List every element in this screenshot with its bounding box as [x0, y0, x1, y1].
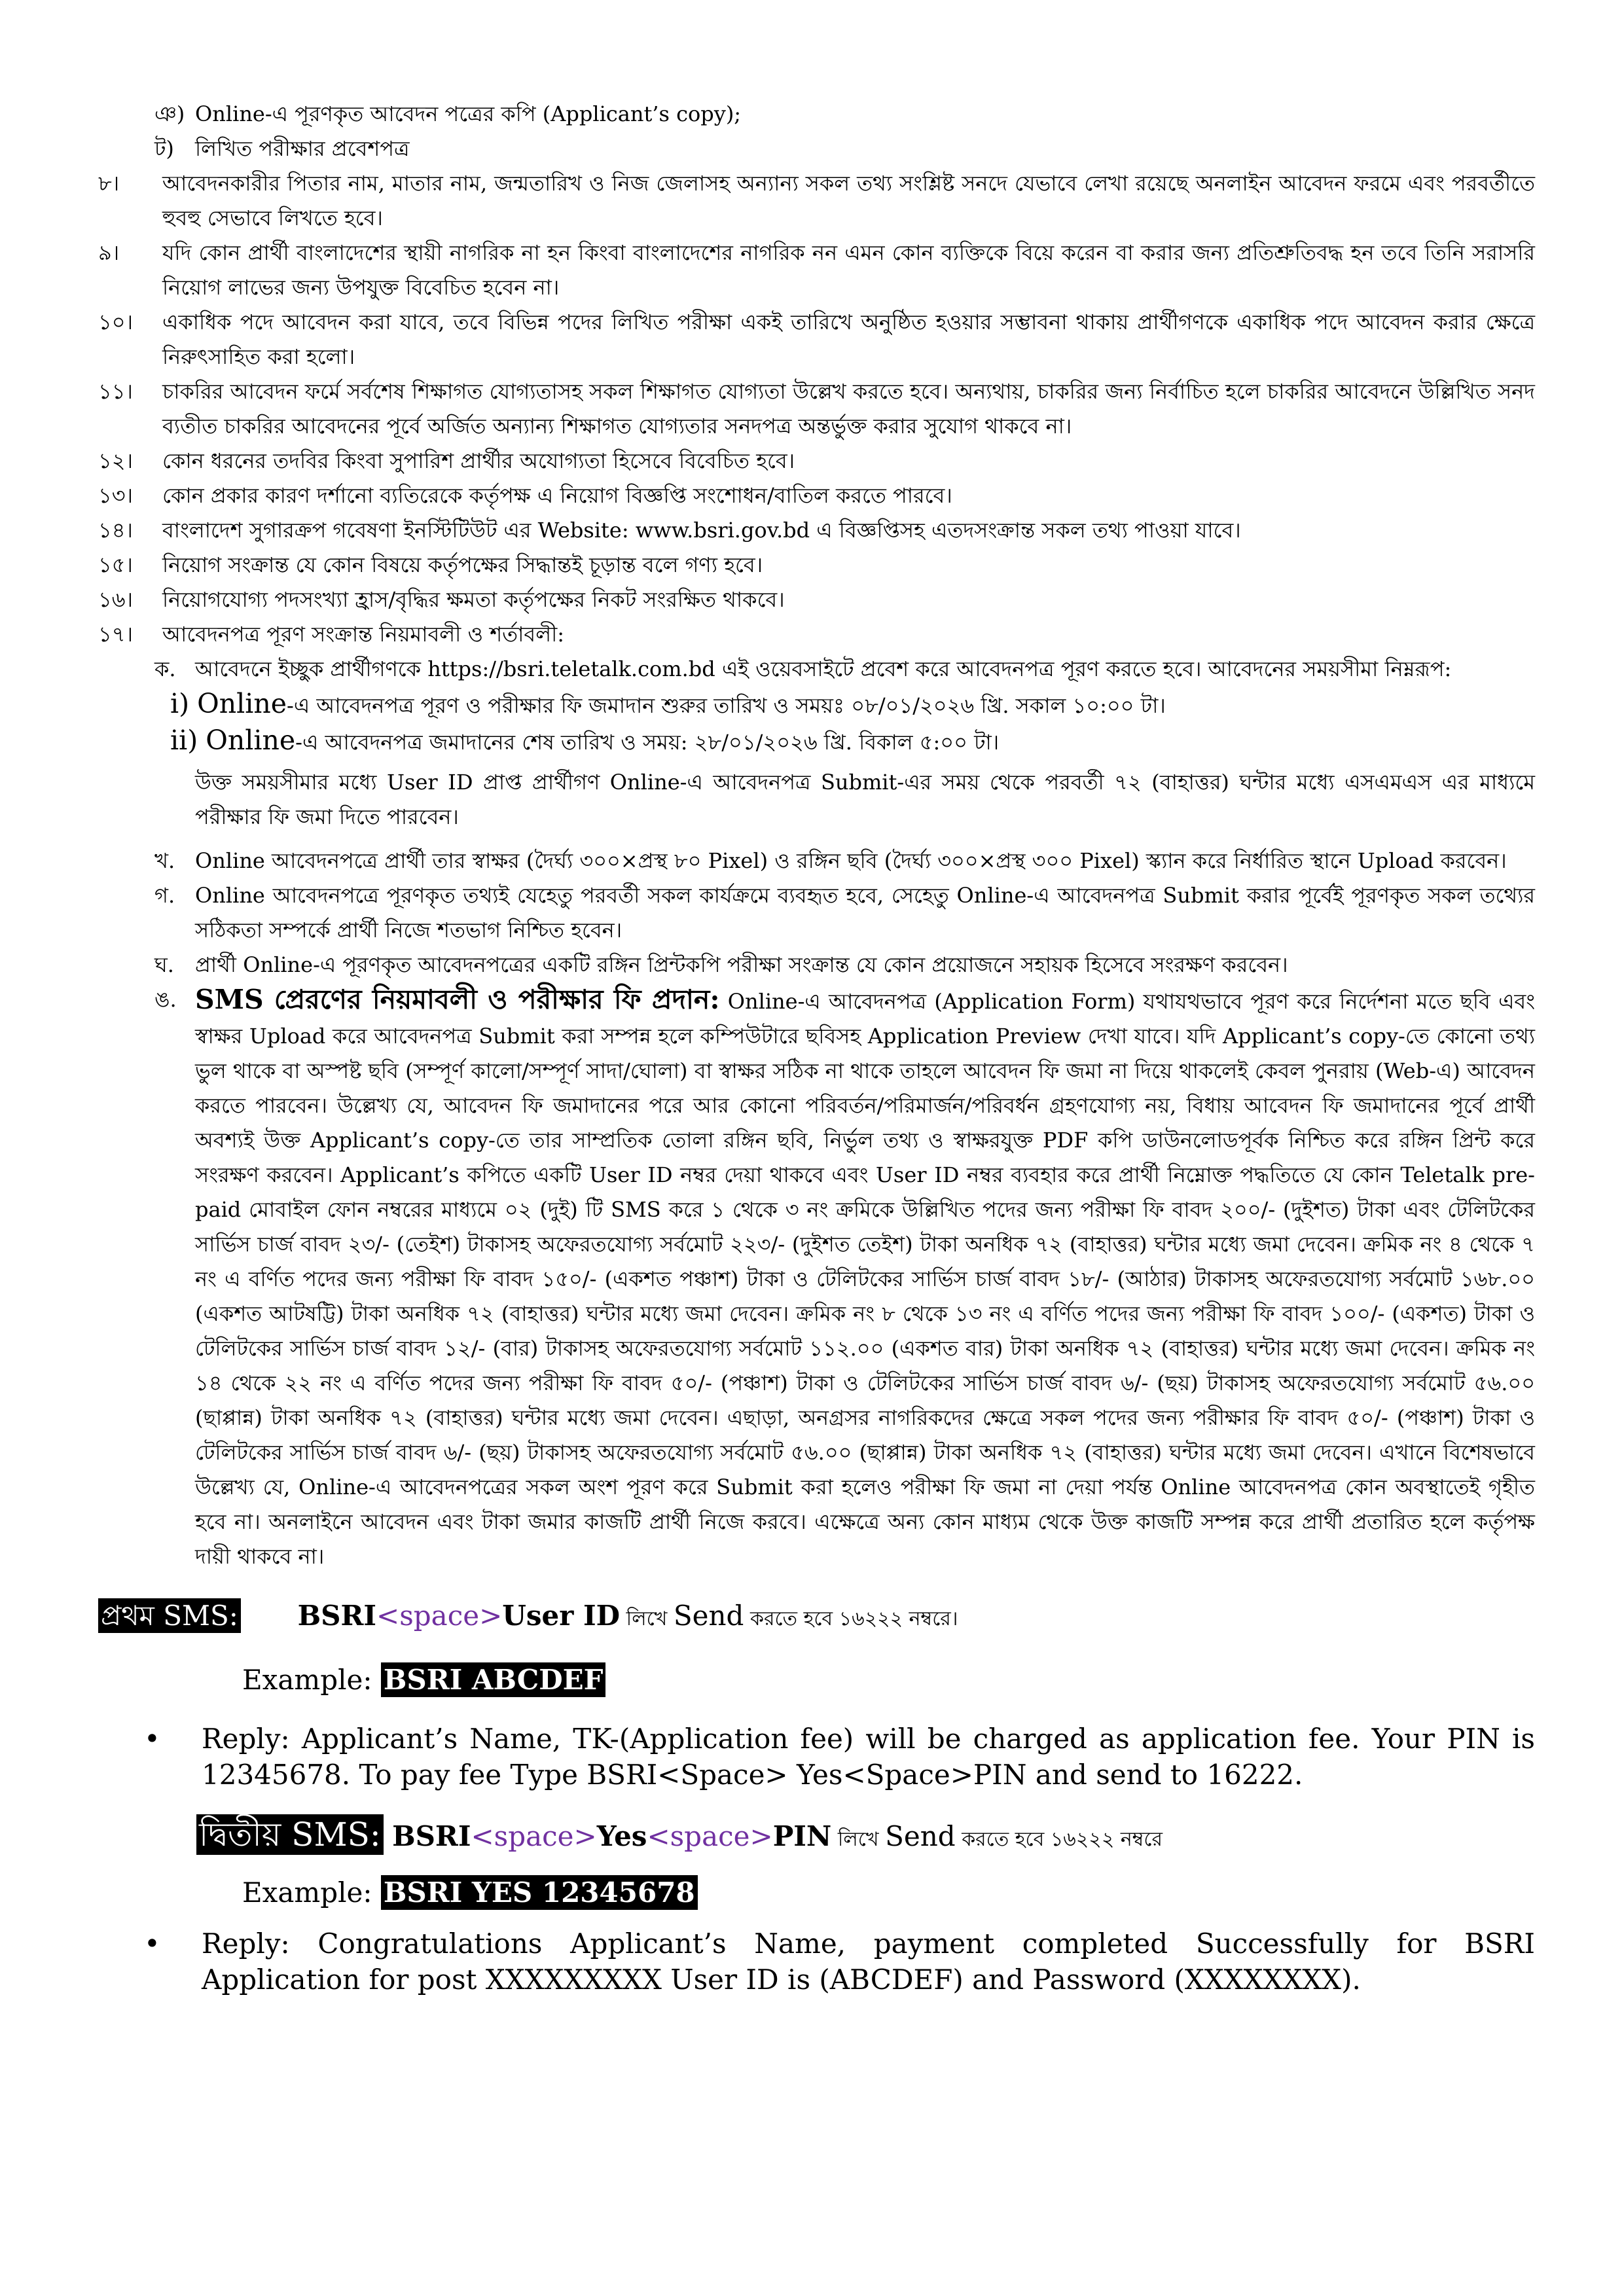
- item-text: যদি কোন প্রার্থী বাংলাদেশের স্থায়ী নাগরিক না হন কিংবা বাংলাদেশের নাগরিক নন এমন কোন ব্যক্তিকে বিয়ে করেন বা করার জন্য প্রতিশ্রুতিবদ্ধ হন তবে তিনি সরাসরি নিয়োগ লাভের জন্য উপযুক্ত বিবেচিত হবেন না।: [162, 240, 1535, 300]
- item-text: Online আবেদনপত্রে পূরণকৃত তথ্যই যেহেতু পরবর্তী সকল কার্যক্রমে ব্যবহৃত হবে, সেহেতু Online-এ আবেদনপত্র Submit করার পূর্বেই পূরণকৃত সকল তথ্যের সঠিকতা সম্পর্কে প্রার্থী নিজে শতভাগ নিশ্চিত হবেন।: [195, 883, 1535, 942]
- item-number: ৯।: [98, 240, 120, 265]
- sms-token: User ID: [502, 1600, 621, 1632]
- reply-text: Reply: Applicant’s Name, TK-(Application fee) will be charged as application fee. Your PIN is 12345678. To pay fee Type BSRI<Space> Yes<Space>PIN and send to 16222.: [202, 1723, 1535, 1791]
- sms-text: Send: [673, 1600, 744, 1632]
- example-label: Example:: [242, 1664, 372, 1696]
- item-number: ii): [170, 725, 198, 756]
- second-sms-label: দ্বিতীয় SMS:: [196, 1814, 384, 1855]
- list-item: [98, 132, 1535, 166]
- first-sms-instruction: [98, 1596, 1535, 1639]
- item-number: ১৪।: [98, 518, 133, 543]
- sms-token: Yes: [596, 1820, 647, 1852]
- item-number: ক.: [154, 656, 176, 681]
- schedule-end: [98, 723, 1535, 760]
- sms-text: লিখে: [831, 1828, 886, 1851]
- list-item: [98, 444, 1535, 478]
- schedule-note: উক্ত সময়সীমার মধ্যে User ID প্রাপ্ত প্রার্থীগণ Online-এ আবেদনপত্র Submit-এর সময় থেকে পরবর্তী ৭২ (বাহাত্তর) ঘন্টার মধ্যে এসএমএস এর মাধ্যমে পরীক্ষার ফি জমা দিতে পারবেন।: [195, 770, 1535, 829]
- item-number: ৮।: [98, 171, 120, 196]
- item-text: Online-এ আবেদনপত্র (Application Form) যথাযথভাবে পূরণ করে নির্দেশনা মতে ছবি এবং স্বাক্ষর Upload করে আবেদনপত্র Submit করা সম্পন্ন হলে কম্পিউটারে ছবিসহ Application Preview দেখা যাবে। যদি Applicant’s copy-তে কোনো তথ্য ভুল থাকে বা অস্পষ্ট ছবি (সম্পূর্ণ কালো/সম্পূর্ণ সাদা/ঘোলা) বা স্বাক্ষর সঠিক না থাকে তাহলে আবেদন ফি জমা না দিয়ে থাকলেই কেবল পুনরায় (Web-এ) আবেদন করতে পারবেন। উল্লেখ্য যে, আবেদন ফি জমাদানের পরে আর কোনো পরিবর্তন/পরিমার্জন/পরিবর্ধন গ্রহণযোগ্য নয়, বিধায় আবেদন ফি জমাদানের পূর্বে প্রার্থী অবশ্যই উক্ত Applicant’s copy-তে তার সাম্প্রতিক তোলা রঙ্গিন ছবি, নির্ভুল তথ্য ও স্বাক্ষরযুক্ত PDF কপি ডাউনলোডপূর্বক নিশ্চিত করে রঙ্গিন প্রিন্ট করে সংরক্ষণ করবেন। Applicant’s কপিতে একটি User ID নম্বর দেয়া থাকবে এবং User ID নম্বর ব্যবহার করে প্রার্থী নিম্নোক্ত পদ্ধতিতে যে কোন Teletalk pre-paid মোবাইল ফোন নম্বরের মাধ্যমে ০২ (দুই) টি SMS করে ১ থেকে ৩ নং ক্রমিকে উল্লিখিত পদের জন্য পরীক্ষা ফি বাবদ ২০০/- (দুইশত) টাকা এবং টেলিটকের সার্ভিস চার্জ বাবদ ২৩/- (তেইশ) টাকাসহ অফেরতযোগ্য সর্বমোট ২২৩/- (দুইশত তেইশ) টাকা অনধিক ৭২ (বাহাত্তর) ঘন্টার মধ্যে জমা দেবেন। ক্রমিক নং ৪ থেকে ৭ নং এ বর্ণিত পদের জন্য পরীক্ষা ফি বাবদ ১৫০/- (একশত পঞ্চাশ) টাকা ও টেলিটকের সার্ভিস চার্জ বাবদ ১৮/- (আঠার) টাকাসহ অফেরতযোগ্য সর্বমোট ১৬৮.০০ (একশত আটষট্টি) টাকা অনধিক ৭২ (বাহাত্তর) ঘন্টার মধ্যে জমা দেবেন। ক্রমিক নং ৮ থেকে ১৩ নং এ বর্ণিত পদের জন্য পরীক্ষা ফি বাবদ ১০০/- (একশত) টাকা ও টেলিটকের সার্ভিস চার্জ বাবদ ১২/- (বার) টাকাসহ অফেরতযোগ্য সর্বমোট ১১২.০০ (একশত বার) টাকা অনধিক ৭২ (বাহাত্তর) ঘন্টার মধ্যে জমা দেবেন। ক্রমিক নং ১৪ থেকে ২২ নং এ বর্ণিত পদের জন্য পরীক্ষা ফি বাবদ ৫০/- (পঞ্চাশ) টাকা ও টেলিটকের সার্ভিস চার্জ বাবদ ৬/- (ছয়) টাকাসহ অফেরতযোগ্য সর্বমোট ৫৬.০০ (ছাপ্পান্ন) টাকা অনধিক ৭২ (বাহাত্তর) ঘন্টার মধ্যে জমা দেবেন। এছাড়া, অনগ্রসর নাগরিকদের ক্ষেত্রে সকল পদের জন্য পরীক্ষার ফি বাবদ ৫০/- (পঞ্চাশ) টাকা ও টেলিটকের সার্ভিস চার্জ বাবদ ৬/- (ছয়) টাকাসহ অফেরতযোগ্য সর্বমোট ৫৬.০০ (ছাপ্পান্ন) টাকা অনধিক ৭২ (বাহাত্তর) ঘন্টার মধ্যে জমা দেবেন। এখানে বিশেষভাবে উল্লেখ্য যে, Online-এ আবেদনপত্রের সকল অংশ পূরণ করে Submit করা হলেও পরীক্ষা ফি জমা না দেয়া পর্যন্ত Online আবেদনপত্র কোন অবস্থাতেই গৃহীত হবে না। অনলাইনে আবেদন এবং টাকা জমার কাজটি প্রার্থী নিজে করবে। এক্ষেত্রে অন্য কোন মাধ্যম থেকে উক্ত কাজটি সম্পন্ন করে প্রার্থী প্রতারিত হলে কর্তৃপক্ষ দায়ী থাকবে না।: [195, 989, 1535, 1569]
- item-text: নিয়োগ সংক্রান্ত যে কোন বিষয়ে কর্তৃপক্ষের সিদ্ধান্তই চূড়ান্ত বলে গণ্য হবে।: [162, 552, 763, 577]
- bullet-icon: •: [144, 1928, 160, 1960]
- item-number: ১৫।: [98, 552, 133, 577]
- space-token: <space>: [376, 1600, 503, 1632]
- item-number: ট): [154, 136, 174, 161]
- second-sms-instruction: [98, 1815, 1535, 1859]
- space-token: <space>: [471, 1820, 597, 1852]
- sms-rules-heading: SMS প্রেরণের নিয়মাবলী ও পরীক্ষার ফি প্রদান:: [195, 984, 720, 1015]
- item-number: ১১।: [98, 379, 133, 404]
- first-sms-reply: [98, 1721, 1535, 1793]
- list-item: [98, 513, 1535, 548]
- list-item: [98, 166, 1535, 236]
- item-number: ঘ.: [154, 952, 174, 977]
- schedule-start: [98, 687, 1535, 723]
- sms-token: BSRI: [392, 1820, 471, 1852]
- list-item: [98, 617, 1535, 652]
- list-item: [98, 97, 1535, 132]
- item-text: আবেদনকারীর পিতার নাম, মাতার নাম, জন্মতারিখ ও নিজ জেলাসহ অন্যান্য সকল তথ্য সংশ্লিষ্ট সনদে যেভাবে লেখা রয়েছে অনলাইন আবেদন ফরমে এবং পরবর্তীতে হুবহু সেভাবে লিখতে হবে।: [162, 171, 1535, 230]
- item-text: Online-এ পূরণকৃত আবেদন পত্রের কপি (Applicant’s copy);: [195, 101, 742, 126]
- item-text: চাকরির আবেদন ফর্মে সর্বশেষ শিক্ষাগত যোগ্যতাসহ সকল শিক্ষাগত যোগ্যতা উল্লেখ করতে হবে। অন্যথায়, চাকরির জন্য নির্বাচিত হলে চাকরির আবেদনে উল্লিখিত সনদ ব্যতীত চাকরির আবেদনের পূর্বে অর্জিত অন্যান্য শিক্ষাগত যোগ্যতার সনদপত্র অন্তর্ভুক্ত করার সুযোগ থাকবে না।: [162, 379, 1535, 439]
- second-sms-example: [98, 1875, 1535, 1910]
- example-label: Example:: [242, 1876, 372, 1909]
- item-text: আবেদনপত্র পূরণ সংক্রান্ত নিয়মাবলী ও শর্তাবলী:: [162, 622, 565, 647]
- list-item: [98, 305, 1535, 374]
- list-item: [98, 478, 1535, 513]
- schedule-text: -এ আবেদনপত্র জমাদানের শেষ তারিখ ও সময়: ২৮/০১/২০২৬ খ্রি. বিকাল ৫:০০ টা।: [295, 730, 1000, 755]
- sms-token: BSRI: [297, 1600, 377, 1632]
- item-number: ঙ.: [154, 987, 177, 1012]
- sub-item-nga: [98, 982, 1535, 1574]
- sms-text: করতে হবে ১৬২২২ নম্বরে।: [744, 1607, 958, 1630]
- item-number: ঞ): [154, 101, 185, 126]
- sub-item-ga: [98, 878, 1535, 948]
- item-number: ১৭।: [98, 622, 134, 647]
- example-value: BSRI ABCDEF: [381, 1662, 606, 1697]
- schedule-text: -এ আবেদনপত্র পূরণ ও পরীক্ষার ফি জমাদান শুরুর তারিখ ও সময়ঃ ০৮/০১/২০২৬ খ্রি. সকাল ১০:০০ টা।: [287, 693, 1166, 718]
- sms-text: করতে হবে ১৬২২২ নম্বরে: [955, 1828, 1163, 1851]
- item-number: ১০।: [98, 310, 134, 334]
- example-value: BSRI YES 12345678: [381, 1875, 698, 1910]
- list-item: [98, 583, 1535, 617]
- item-text: প্রার্থী Online-এ পূরণকৃত আবেদনপত্রের একটি রঙ্গিন প্রিন্টকপি পরীক্ষা সংক্রান্ত যে কোন প্রয়োজনে সহায়ক হিসেবে সংরক্ষণ করবেন।: [195, 952, 1288, 977]
- item-text: কোন প্রকার কারণ দর্শানো ব্যতিরেকে কর্তৃপক্ষ এ নিয়োগ বিজ্ঞপ্তি সংশোধন/বাতিল করতে পারবে।: [162, 483, 952, 508]
- item-number: ১৩।: [98, 483, 134, 508]
- schedule-lead: Online: [197, 688, 287, 719]
- item-number: i): [170, 688, 190, 719]
- item-number: খ.: [154, 848, 175, 873]
- item-number: গ.: [154, 883, 175, 908]
- item-text: লিখিত পরীক্ষার প্রবেশপত্র: [195, 136, 410, 161]
- second-sms-reply: [98, 1926, 1535, 1998]
- item-text: একাধিক পদে আবেদন করা যাবে, তবে বিভিন্ন পদের লিখিত পরীক্ষা একই তারিখে অনুষ্ঠিত হওয়ার সম্ভাবনা থাকায় প্রার্থীগণকে একাধিক পদে আবেদন করার ক্ষেত্রে নিরুৎসাহিত করা হলো।: [162, 310, 1535, 369]
- sub-item-ka: [98, 652, 1535, 687]
- item-text: আবেদনে ইচ্ছুক প্রার্থীগণকে https://bsri.teletalk.com.bd এই ওয়েবসাইটে প্রবেশ করে আবেদনপত্র পূরণ করতে হবে। আবেদনের সময়সীমা নিম্নরূপ:: [195, 656, 1452, 681]
- item-number: ১৬।: [98, 587, 134, 612]
- item-text: নিয়োগযোগ্য পদসংখ্যা হ্রাস/বৃদ্ধির ক্ষমতা কর্তৃপক্ষের নিকট সংরক্ষিত থাকবে।: [162, 587, 785, 612]
- item-text: বাংলাদেশ সুগারক্রপ গবেষণা ইনস্টিটিউট এর Website: www.bsri.gov.bd এ বিজ্ঞপ্তিসহ এতদসংক্রান্ত সকল তথ্য পাওয়া যাবে।: [162, 518, 1241, 543]
- item-text: কোন ধরনের তদবির কিংবা সুপারিশ প্রার্থীর অযোগ্যতা হিসেবে বিবেচিত হবে।: [162, 448, 795, 473]
- space-token: <space>: [647, 1820, 773, 1852]
- list-item: [98, 236, 1535, 305]
- sms-text: লিখে: [620, 1607, 674, 1630]
- list-item: [98, 374, 1535, 444]
- sms-token: PIN: [772, 1820, 832, 1852]
- first-sms-example: [98, 1662, 1535, 1697]
- reply-text: Reply: Congratulations Applicant’s Name, payment completed Successfully for BSRI Application for post XXXXXXXXX User ID is (ABCDEF) and Password (XXXXXXXX).: [202, 1928, 1535, 1996]
- bullet-icon: •: [144, 1723, 160, 1755]
- sms-text: Send: [885, 1820, 956, 1852]
- list-item: [98, 548, 1535, 583]
- item-number: ১২।: [98, 448, 134, 473]
- sub-item-kha: [98, 844, 1535, 878]
- document-body: [98, 97, 1535, 1998]
- item-text: Online আবেদনপত্রে প্রার্থী তার স্বাক্ষর (দৈর্ঘ্য ৩০০×প্রস্থ ৮০ Pixel) ও রঙ্গিন ছবি (দৈর্ঘ্য ৩০০×প্রস্থ ৩০০ Pixel) স্ক্যান করে নির্ধারিত স্থানে Upload করবেন।: [195, 848, 1507, 873]
- sub-item-gha: [98, 948, 1535, 982]
- schedule-lead: Online: [206, 725, 296, 756]
- first-sms-label: প্রথম SMS:: [98, 1598, 241, 1633]
